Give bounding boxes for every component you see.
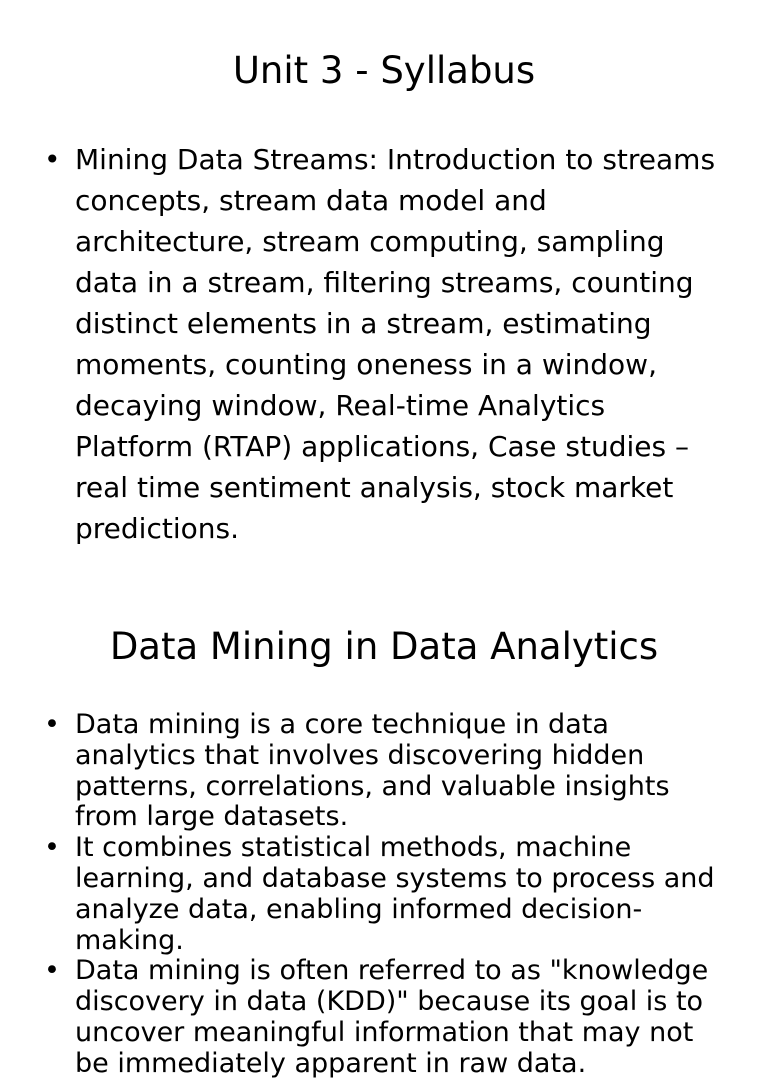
bullet-icon: •: [44, 832, 60, 864]
slide-title: Data Mining in Data Analytics: [109, 625, 659, 668]
list-item: [0, 139, 768, 549]
bullet-list: [0, 139, 768, 549]
slide-title: Unit 3 - Syllabus: [232, 49, 536, 92]
list-item: [0, 710, 768, 833]
bullet-text: Data mining is a core technique in data analytics that involves discovering hidden patterns, correlations, and valuable insights from large datasets.: [75, 709, 670, 833]
bullet-text: Mining Data Streams: Introduction to streams concepts, stream data model and architecture, stream computing, sampling data in a stream, filtering streams, counting distinct elements in a stream, estimating moments, counting oneness in a window, decaying window, Real-time Analytics Platform (RTAP) applications, Case studies – real time sentiment analysis, stock market predictions.: [75, 143, 716, 545]
bullet-icon: •: [44, 709, 60, 740]
bullet-list: [0, 710, 768, 1080]
bullet-icon: •: [44, 143, 61, 176]
list-item: [0, 956, 768, 1079]
bullet-text: It combines statistical methods, machine learning, and database systems to process and analyze data, enabling informed decision-making.: [75, 832, 715, 956]
bullet-text: Data mining is often referred to as "knowledge discovery in data (KDD)" because its goal is to uncover meaningful information that may not be immediately apparent in raw data.: [75, 955, 709, 1079]
slide-data-mining: [0, 580, 768, 1079]
bullet-icon: •: [44, 955, 60, 987]
list-item: [0, 833, 768, 956]
